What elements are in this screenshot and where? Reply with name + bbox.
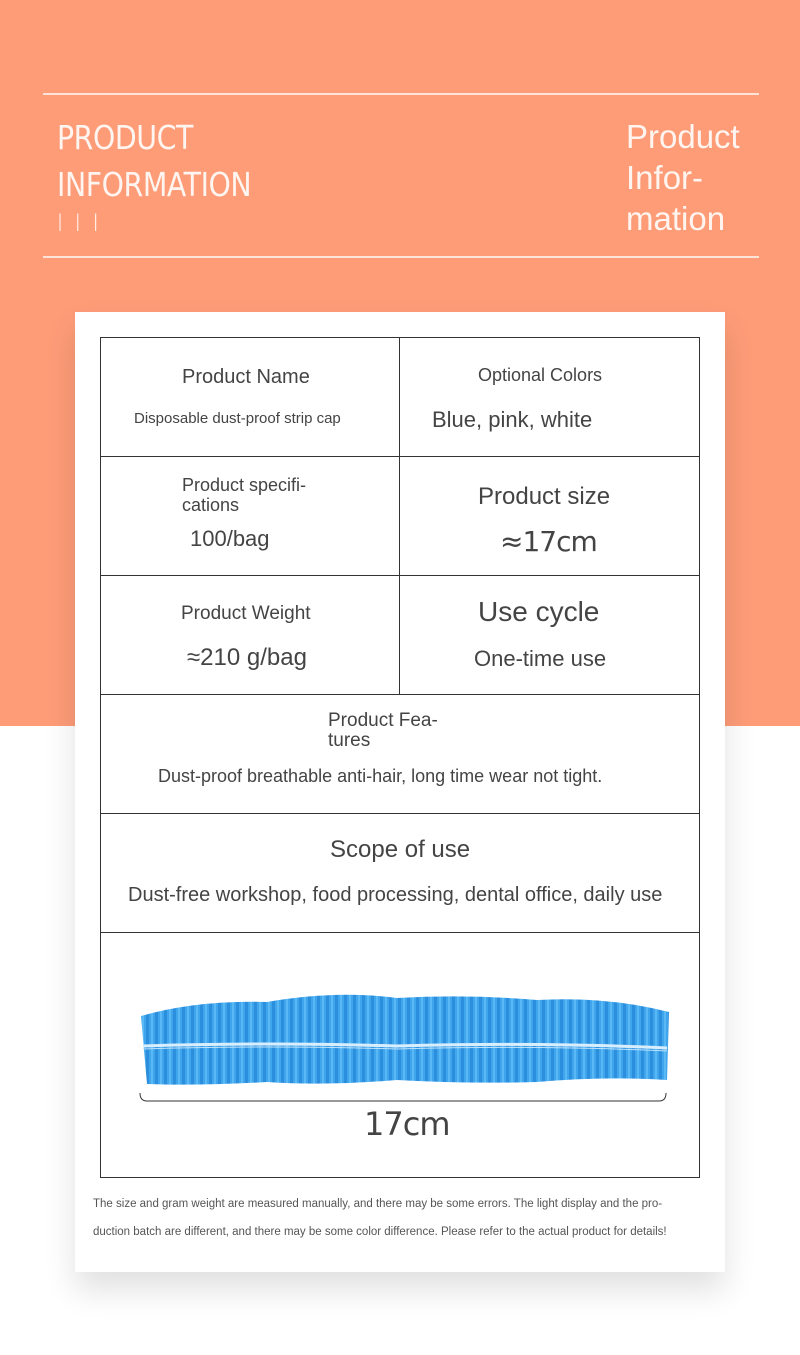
- specifications-label-line2: cations: [182, 495, 240, 515]
- optional-colors-value: Blue, pink, white: [432, 407, 593, 432]
- header-right-line1: Product: [626, 118, 740, 155]
- cell-product-name: [101, 338, 400, 457]
- info-card: [75, 312, 725, 1272]
- cell-product-size: [400, 457, 699, 576]
- use-cycle-label: Use cycle: [478, 596, 600, 627]
- features-label-line2: tures: [328, 730, 371, 751]
- header-title-line2: INFORMATION: [57, 165, 252, 204]
- specifications-value: 100/bag: [190, 526, 270, 551]
- cell-product-image: [101, 933, 699, 1177]
- cell-optional-colors: [400, 338, 699, 457]
- specifications-label-line1: Product specifi-: [182, 475, 307, 495]
- header-title-right: [626, 116, 776, 239]
- cell-scope-of-use: [101, 814, 699, 933]
- features-value: Dust-proof breathable anti-hair, long time wear not tight.: [158, 766, 603, 786]
- product-weight-label: Product Weight: [181, 603, 311, 624]
- measurement-bracket: [139, 1093, 667, 1105]
- header-right-line2: Infor-: [626, 159, 704, 196]
- scope-label: Scope of use: [330, 836, 471, 863]
- product-size-value: ≈17cm: [500, 525, 597, 558]
- scope-value: Dust-free workshop, food processing, dental office, daily use: [128, 884, 663, 906]
- header-marks: I I I: [57, 209, 102, 237]
- cell-use-cycle: [400, 576, 699, 695]
- cell-product-weight: [101, 576, 400, 695]
- cell-specifications: [101, 457, 400, 576]
- use-cycle-value: One-time use: [474, 646, 607, 671]
- product-weight-value: ≈210 g/bag: [187, 644, 307, 671]
- features-label-line1: Product Fea-: [328, 710, 438, 731]
- product-name-label: Product Name: [182, 366, 310, 388]
- header-title-left: [57, 114, 251, 238]
- optional-colors-label: Optional Colors: [478, 365, 603, 385]
- measurement-label: 17cm: [364, 1105, 450, 1143]
- strip-cap-image: [137, 988, 671, 1088]
- cell-product-features: [101, 695, 699, 814]
- header-bottom-rule: [43, 256, 759, 258]
- header-top-rule: [43, 93, 759, 95]
- disclaimer-line1: The size and gram weight are measured manually, and there may be some errors. The light display and the pro-: [93, 1198, 663, 1210]
- product-size-label: Product size: [478, 483, 611, 510]
- info-table: [100, 337, 700, 1178]
- header-title-line1: PRODUCT: [57, 118, 193, 157]
- disclaimer-line2: duction batch are different, and there may be some color difference. Please refer to the actual product for details!: [93, 1226, 667, 1238]
- product-name-value: Disposable dust-proof strip cap: [134, 410, 341, 427]
- header-right-line3: mation: [626, 200, 726, 237]
